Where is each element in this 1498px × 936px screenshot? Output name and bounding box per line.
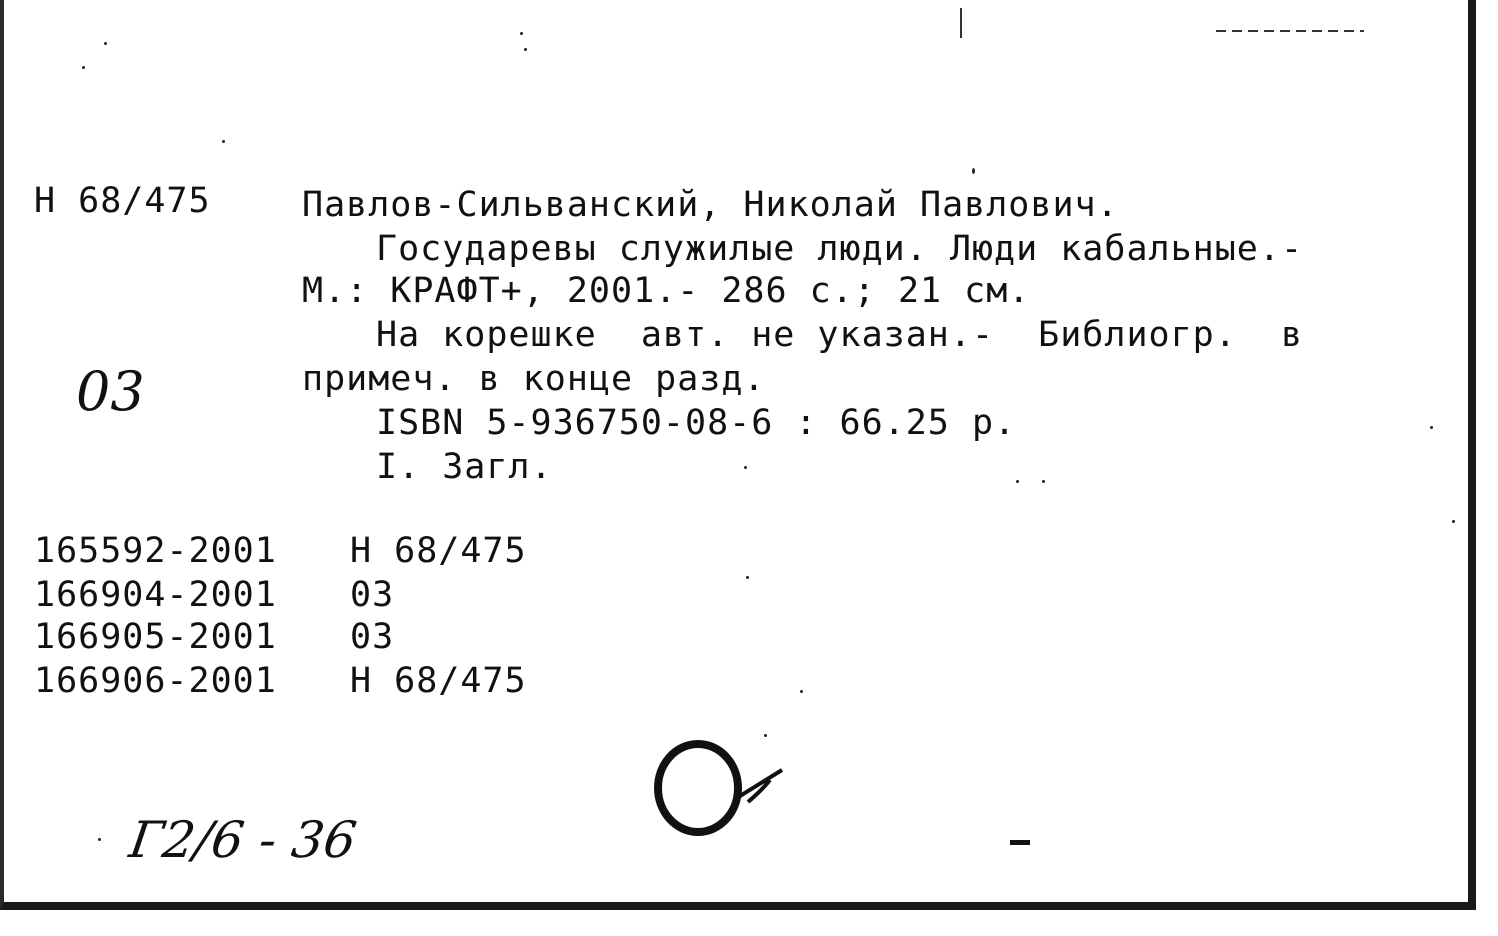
note-line-1: На корешке авт. не указан.- Библиогр. в [376, 315, 1304, 355]
holding-location: 03 [350, 617, 395, 657]
scan-speck [972, 168, 975, 174]
scan-speck [1042, 480, 1045, 483]
scan-speck [82, 66, 85, 69]
handwritten-footer: Г2/6 - 36 [125, 811, 360, 869]
scan-speck [104, 42, 107, 45]
handwritten-code: 03 [76, 360, 145, 423]
holding-location: 03 [350, 575, 395, 615]
scan-speck [800, 690, 803, 693]
shelfmark: Н 68/475 [34, 181, 211, 221]
scan-speck [1452, 520, 1455, 523]
isbn-line: ISBN 5-936750-08-6 : 66.25 р. [376, 403, 1017, 443]
holding-inventory: 165592-2001 [34, 531, 277, 571]
scan-speck [1016, 480, 1019, 483]
holding-inventory: 166905-2001 [34, 617, 277, 657]
hand-drawn-circle-mark [652, 740, 792, 840]
scan-streak [1216, 30, 1364, 32]
pen-dash-mark [1010, 840, 1030, 845]
scan-speck [222, 140, 225, 143]
scan-speck [746, 576, 749, 579]
tracing-line: I. Загл. [376, 447, 553, 487]
scan-speck [764, 734, 767, 737]
title-line-1: Государевы служилые люди. Люди кабальные.- [376, 229, 1304, 269]
scan-speck [520, 32, 523, 35]
holding-inventory: 166904-2001 [34, 575, 277, 615]
holding-inventory: 166906-2001 [34, 661, 277, 701]
imprint-line: М.: КРАФТ+, 2001.- 286 с.; 21 см. [302, 271, 1031, 311]
scan-speck [1430, 426, 1433, 429]
note-line-2: примеч. в конце разд. [302, 359, 766, 399]
author-heading: Павлов-Сильванский, Николай Павлович. [302, 185, 1119, 225]
scan-streak [960, 8, 962, 38]
scan-speck [744, 466, 747, 469]
scan-speck [524, 48, 527, 51]
scan-speck [98, 838, 101, 841]
holding-location: Н 68/475 [350, 531, 527, 571]
holding-location: Н 68/475 [350, 661, 527, 701]
